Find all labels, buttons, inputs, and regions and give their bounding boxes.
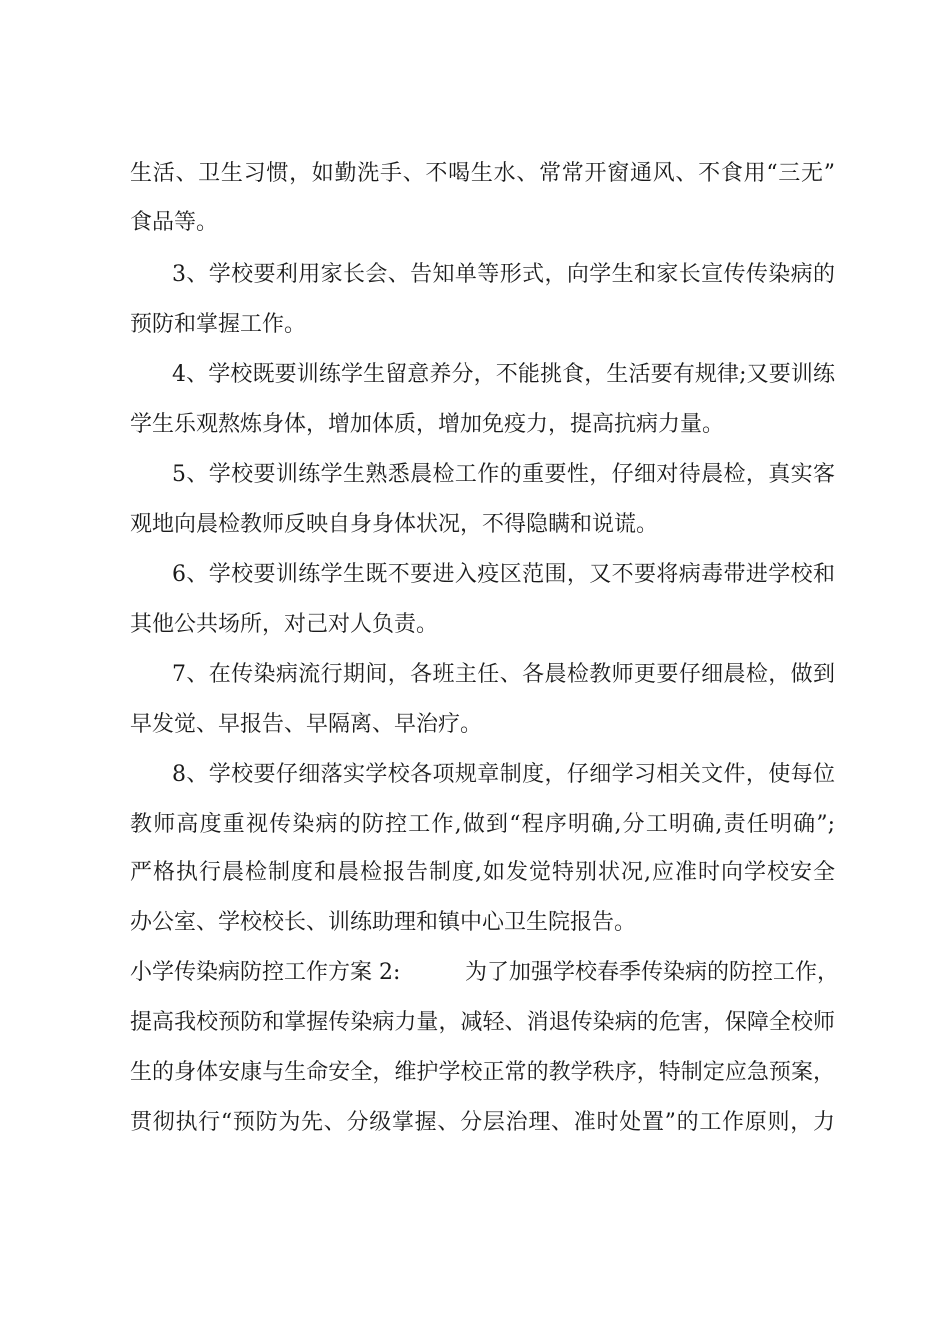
list-item-4-text: 4、学校既要训练学生留意养分，不能挑食，生活要有规律;又要训练 bbox=[172, 362, 835, 387]
paragraph-text: 其他公共场所，对己对人负责。 bbox=[130, 612, 439, 637]
paragraph-text: 教师高度重视传染病的防控工作,做到“程序明确,分工明确,责任明确”; bbox=[130, 812, 835, 837]
paragraph-text: 提高我校预防和掌握传染病力量，减轻、消退传染病的危害，保障全校师 bbox=[130, 1010, 835, 1035]
paragraph-text: 早发觉、早报告、早隔离、早治疗。 bbox=[130, 712, 483, 737]
text-line bbox=[0, 308, 950, 342]
text-line bbox=[0, 856, 950, 890]
paragraph-text: 为了加强学校春季传染病的防控工作， bbox=[465, 960, 840, 985]
text-line bbox=[0, 358, 950, 392]
paragraph-text: 观地向晨检教师反映自身身体状况，不得隐瞒和说谎。 bbox=[130, 512, 659, 537]
text-line bbox=[0, 1056, 950, 1090]
text-line bbox=[0, 558, 950, 592]
paragraph-text: 食品等。 bbox=[130, 210, 219, 235]
text-line bbox=[0, 458, 950, 492]
text-line bbox=[0, 808, 950, 842]
text-line bbox=[0, 1006, 950, 1040]
text-line bbox=[0, 758, 950, 792]
list-item-6-text: 6、学校要训练学生既不要进入疫区范围，又不要将病毒带进学校和 bbox=[172, 562, 835, 587]
paragraph-text: 严格执行晨检制度和晨检报告制度,如发觉特别状况,应准时向学校安全 bbox=[130, 860, 835, 885]
text-line bbox=[0, 157, 950, 191]
text-line bbox=[0, 206, 950, 240]
text-line bbox=[0, 658, 950, 692]
section-heading-line bbox=[130, 956, 840, 990]
paragraph-text: 学生乐观熬炼身体，增加体质，增加免疫力，提高抗病力量。 bbox=[130, 412, 725, 437]
list-item-5-text: 5、学校要训练学生熟悉晨检工作的重要性，仔细对待晨检，真实客 bbox=[172, 462, 835, 487]
text-line bbox=[0, 258, 950, 292]
paragraph-text: 预防和掌握工作。 bbox=[130, 312, 307, 337]
text-line bbox=[0, 1106, 950, 1140]
section-heading: 小学传染病防控工作方案 2: bbox=[130, 960, 401, 985]
paragraph-text: 贯彻执行“预防为先、分级掌握、分层治理、准时处置”的工作原则，力 bbox=[130, 1110, 835, 1135]
list-item-7-text: 7、在传染病流行期间，各班主任、各晨检教师更要仔细晨检，做到 bbox=[172, 662, 835, 687]
text-line bbox=[0, 708, 950, 742]
text-line bbox=[0, 906, 950, 940]
paragraph-text: 生的身体安康与生命安全，维护学校正常的教学秩序，特制定应急预案， bbox=[130, 1060, 835, 1085]
text-line bbox=[0, 408, 950, 442]
list-item-8-text: 8、学校要仔细落实学校各项规章制度，仔细学习相关文件，使每位 bbox=[172, 762, 835, 787]
text-line bbox=[0, 608, 950, 642]
paragraph-text: 生活、卫生习惯，如勤洗手、不喝生水、常常开窗通风、不食用“三无” bbox=[130, 161, 835, 186]
paragraph-text: 办公室、学校校长、训练助理和镇中心卫生院报告。 bbox=[130, 910, 637, 935]
text-line bbox=[0, 508, 950, 542]
list-item-3-text: 3、学校要利用家长会、告知单等形式，向学生和家长宣传传染病的 bbox=[172, 262, 835, 287]
